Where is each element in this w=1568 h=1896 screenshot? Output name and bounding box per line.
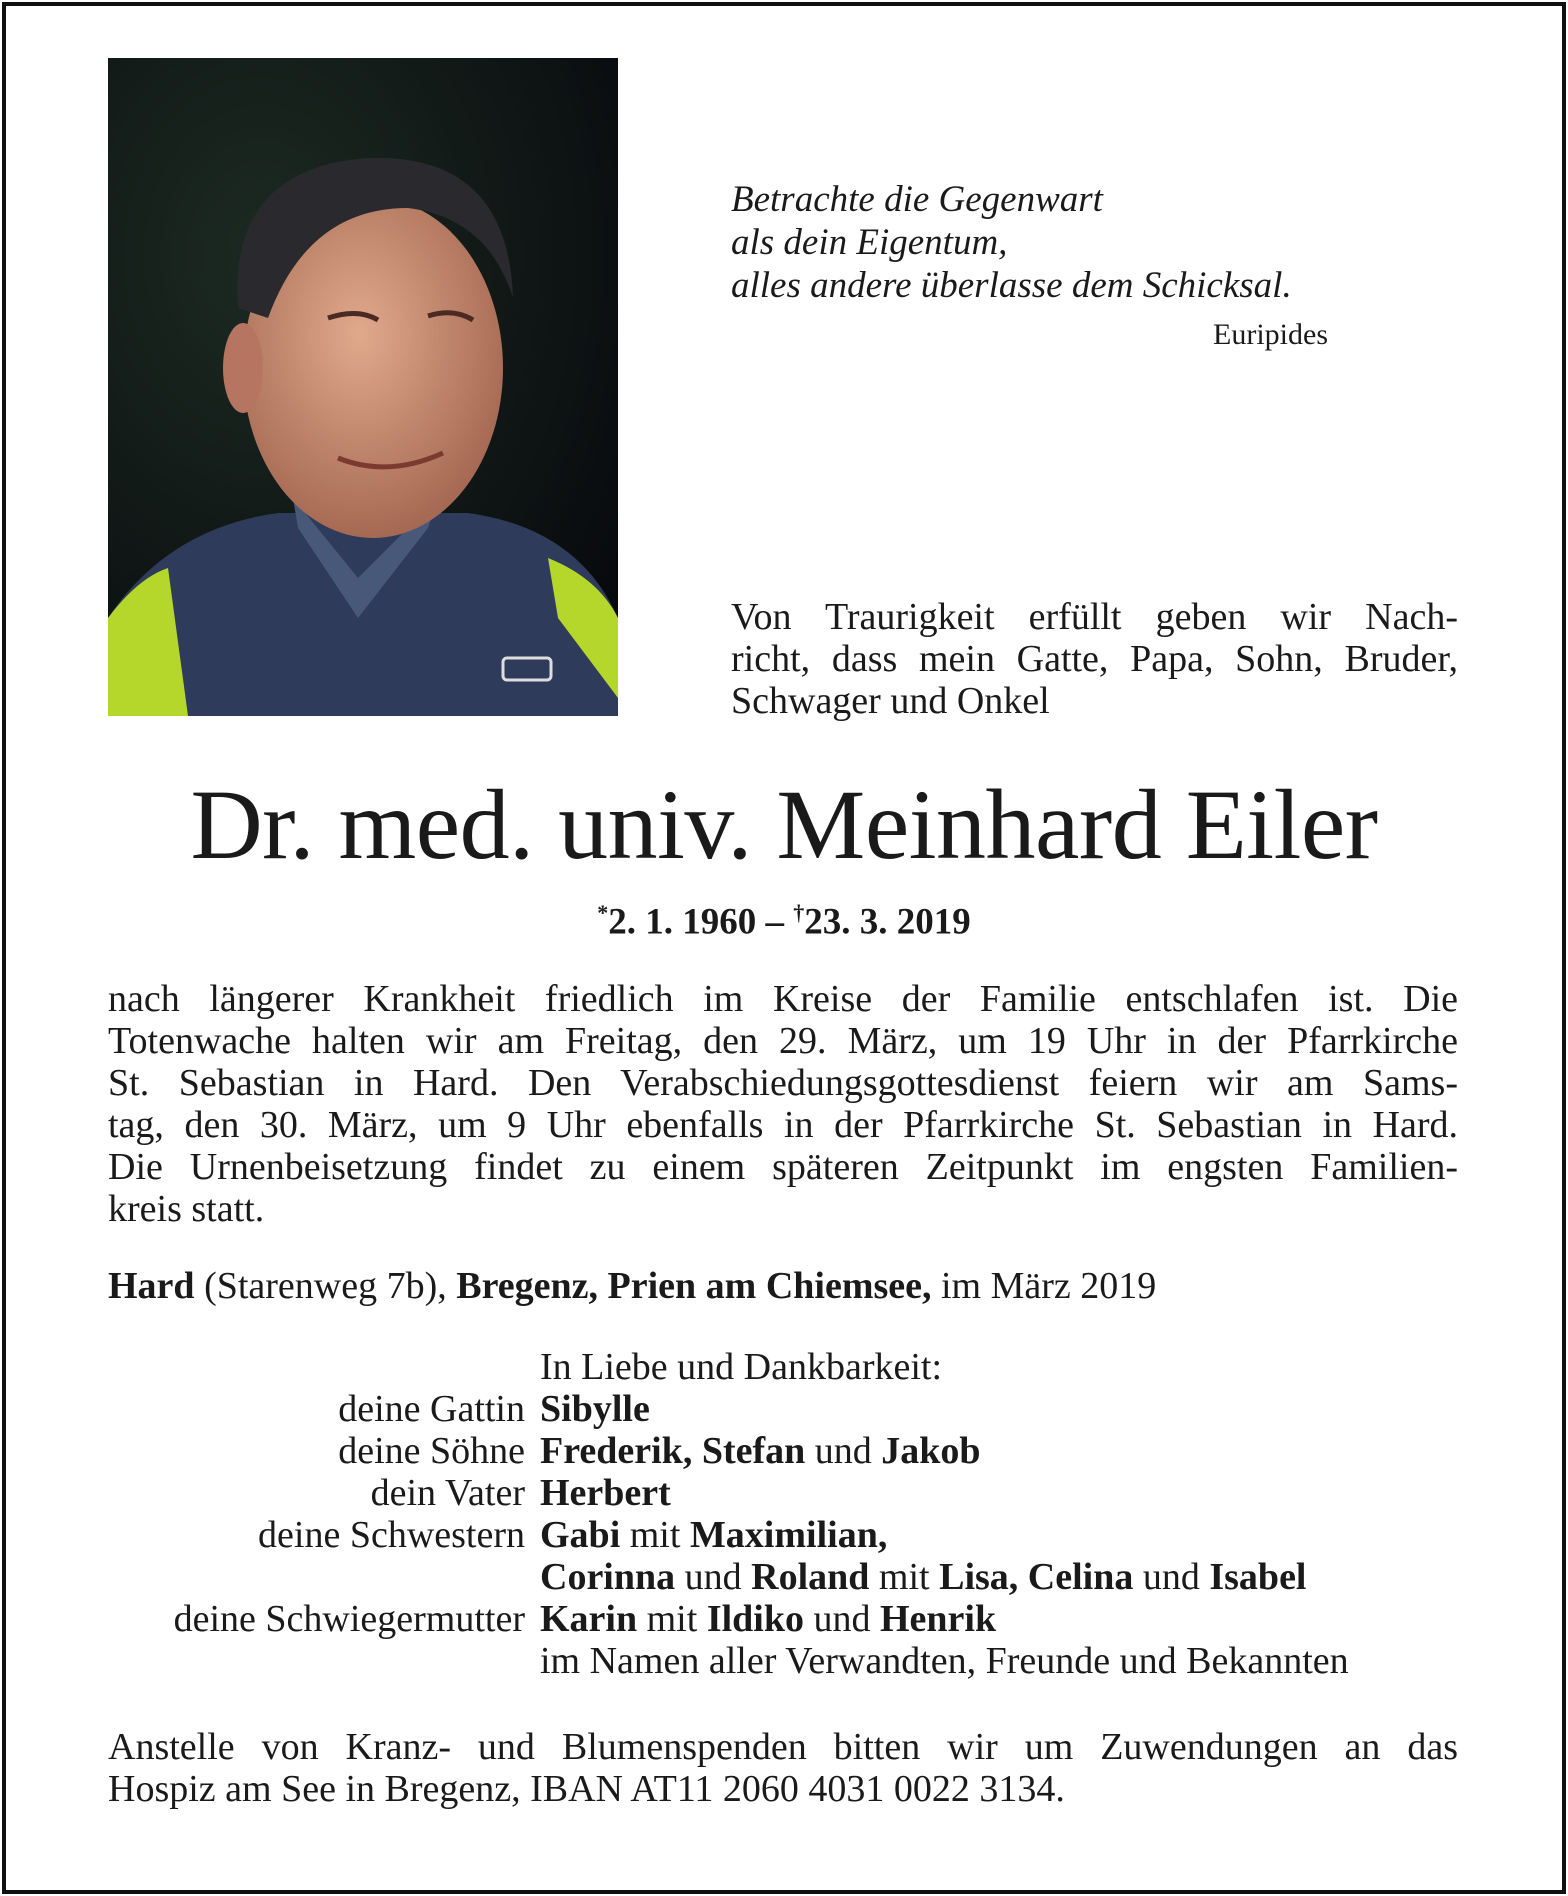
body-line: kreis statt. [108,1188,265,1230]
body-text [108,978,1458,1230]
quote-line: als dein Eigentum, [731,222,1008,263]
family-name: Gabi [540,1514,621,1556]
intro-line: Schwager und Onkel [731,680,1050,722]
birth-date: 2. 1. 1960 [608,901,757,943]
quote [731,178,1292,307]
death-cross-icon: † [793,900,805,925]
connector: mit [620,1514,690,1556]
body-line: nach längerer Krankheit friedlich im Kreise der Familie entschlafen ist. Die [108,978,1458,1020]
connector: und [803,1598,880,1640]
body-line: Die Urnenbeisetzung findet zu einem späteren Zeitpunkt im engsten Familien- [108,1146,1458,1188]
relation-label-empty [0,1556,525,1598]
place-date-line [108,1264,1156,1308]
family-name: Corinna [540,1556,676,1598]
family-name: Henrik [879,1598,997,1640]
relation-label: deine Söhne [338,1430,525,1472]
family-list [0,1388,1349,1682]
death-date: 23. 3. 2019 [804,901,971,943]
donation-note [108,1726,1458,1810]
relation-label: deine Schwiegermutter [173,1598,525,1640]
place-others: Bregenz, Prien am Chiemsee, [456,1265,932,1307]
birth-star-icon: * [597,900,609,925]
family-name: Roland [751,1556,870,1598]
family-name: Sibylle [540,1388,650,1430]
body-line: St. Sebastian in Hard. Den Verabschiedungsgottesdienst feiern wir am Sams- [108,1062,1458,1104]
donation-line: Hospiz am See in Bregenz, IBAN AT11 2060 4031 0022 3134. [108,1768,1065,1810]
life-dates [0,900,1568,943]
intro-text [731,596,1458,722]
deceased-name: Dr. med. univ. Meinhard Eiler [190,769,1378,880]
portrait-photo [108,58,618,716]
family-name: Karin [540,1598,638,1640]
family-name: Ildiko [706,1598,804,1640]
connector: und [675,1556,752,1598]
family-row [0,1598,1349,1640]
family-row [0,1472,1349,1514]
quote-line: alles andere überlasse dem Schicksal. [731,265,1292,306]
quote-line: Betrachte die Gegenwart [731,179,1103,220]
date-separator: – [756,901,794,943]
body-line: Totenwache halten wir am Freitag, den 29. März, um 19 Uhr in der Pfarrkirche [108,1020,1458,1062]
family-name: Lisa, Celina [939,1556,1134,1598]
family-name: Maximilian, [689,1514,888,1556]
connector: mit [869,1556,940,1598]
connector: mit [637,1598,707,1640]
relation-label-empty [0,1640,525,1682]
family-heading: In Liebe und Dankbarkeit: [540,1346,943,1388]
family-row [0,1556,1349,1598]
relation-label: deine Gattin [338,1388,525,1430]
intro-line: Von Traurigkeit erfüllt geben wir Nach- [731,596,1458,638]
body-line: tag, den 30. März, um 9 Uhr ebenfalls in der Pfarrkirche St. Sebastian in Hard. [108,1104,1458,1146]
place-town: Hard [108,1265,195,1307]
place-date: im März 2019 [931,1265,1157,1307]
family-row [0,1430,1349,1472]
family-name: Frederik, Stefan [540,1430,806,1472]
family-name: Jakob [881,1430,981,1472]
closing-line: im Namen aller Verwandten, Freunde und Bekannten [540,1640,1349,1682]
intro-line: richt, dass mein Gatte, Papa, Sohn, Bruder, [731,638,1458,680]
family-row [0,1388,1349,1430]
donation-line: Anstelle von Kranz- und Blumenspenden bitten wir um Zuwendungen an das [108,1726,1458,1768]
family-name: Isabel [1209,1556,1307,1598]
place-address: (Starenweg 7b), [194,1265,457,1307]
relation-label: dein Vater [370,1472,525,1514]
family-name: Herbert [540,1472,671,1514]
family-row [0,1640,1349,1682]
family-row [0,1514,1349,1556]
connector: und [1133,1556,1210,1598]
quote-author: Euripides [1213,318,1328,351]
relation-label: deine Schwestern [258,1514,525,1556]
connector: und [805,1430,882,1472]
